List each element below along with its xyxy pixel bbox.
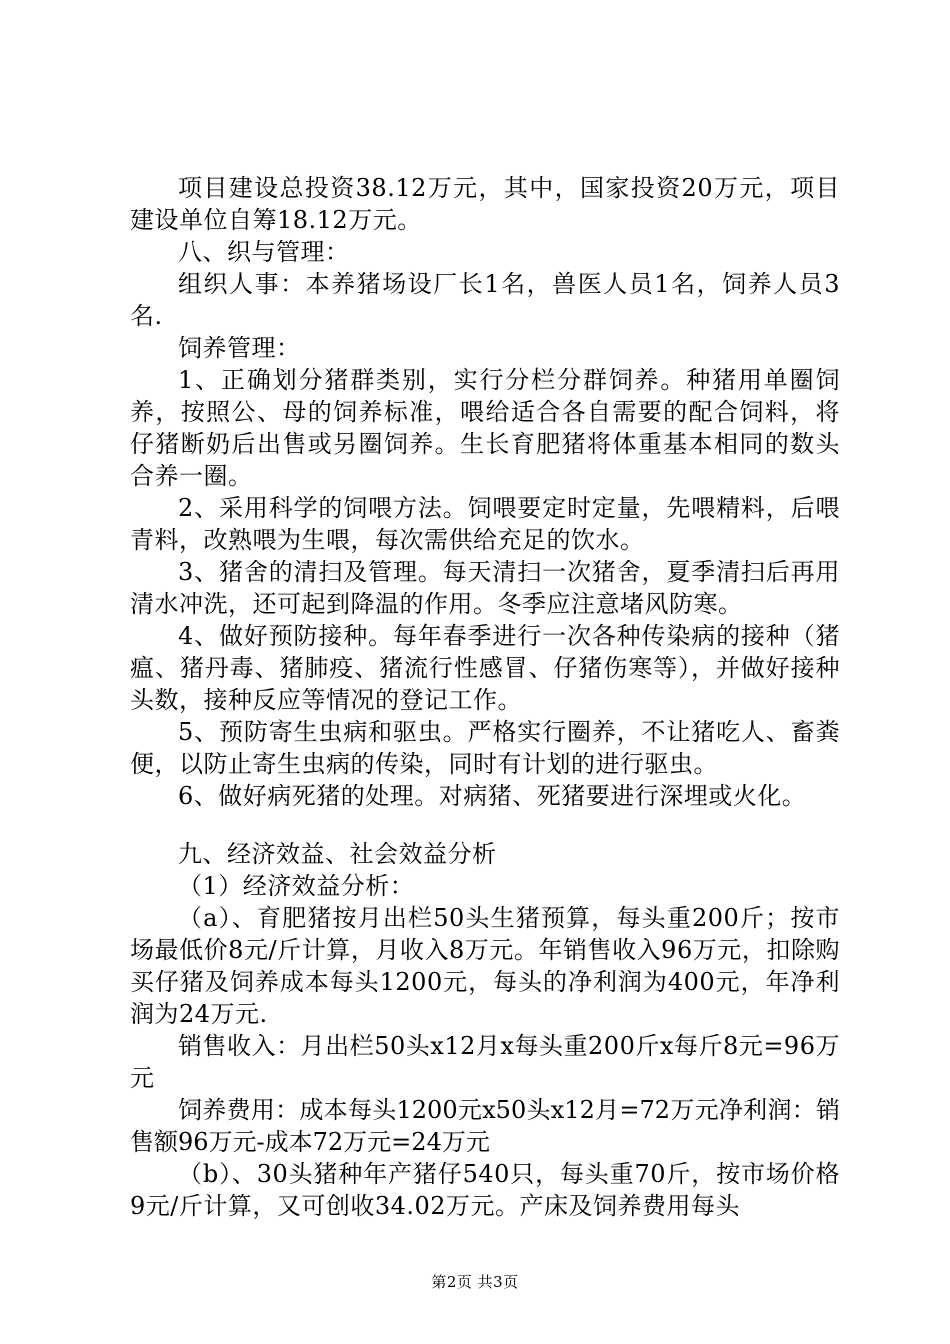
document-body	[130, 172, 840, 1222]
paragraph-feeding-cost: 饲养费用：成本每头1200元x50头x12月=72万元净利润：销售额96万元-成本72万元=24万元	[130, 1096, 840, 1156]
heading-feeding-management: 饲养管理：	[178, 334, 301, 362]
paragraph-item-2: 2、采用科学的饲喂方法。饲喂要定时定量，先喂精料，后喂青料，改熟喂为生喂，每次需供给充足的饮水。	[130, 494, 840, 554]
paragraph-item-6: 6、做好病死猪的处理。对病猪、死猪要进行深埋或火化。	[178, 782, 807, 810]
paragraph-item-1: 1、正确划分猪群类别，实行分栏分群饲养。种猪用单圈饲养，按照公、母的饲养标准，喂给适合各自需要的配合饲料，将仔猪断奶后出售或另圈饲养。生长育肥猪将体重基本相同的数头合养一圈。	[130, 366, 840, 490]
paragraph-sales-income: 销售收入：月出栏50头x12月x每头重200斤x每斤8元=96万元	[130, 1032, 840, 1092]
paragraph-item-4: 4、做好预防接种。每年春季进行一次各种传染病的接种（猪瘟、猪丹毒、猪肺疫、猪流行性感冒、仔猪伤寒等），并做好接种头数，接种反应等情况的登记工作。	[130, 622, 840, 714]
heading-benefit-analysis: 九、经济效益、社会效益分析	[178, 840, 497, 868]
paragraph-fattening-pigs: （a）、育肥猪按月出栏50头生猪预算，每头重200斤；按市场最低价8元/斤计算，月收入8万元。年销售收入96万元，扣除购买仔猪及饲养成本每头1200元，每头的净利润为400元，年净利润为24万元.	[130, 904, 840, 1028]
paragraph-item-3: 3、猪舍的清扫及管理。每天清扫一次猪舍，夏季清扫后再用清水冲洗，还可起到降温的作用。冬季应注意堵风防寒。	[130, 558, 840, 618]
paragraph-personnel: 组织人事：本养猪场设厂长1名，兽医人员1名，饲养人员3名.	[130, 270, 840, 330]
heading-economic-benefit: （1）经济效益分析：	[178, 872, 415, 900]
paragraph-investment: 项目建设总投资38.12万元，其中，国家投资20万元，项目建设单位自筹18.12万元。	[130, 174, 840, 234]
paragraph-item-5: 5、预防寄生虫病和驱虫。严格实行圈养，不让猪吃人、畜粪便，以防止寄生虫病的传染，同时有计划的进行驱虫。	[130, 718, 840, 778]
heading-organization-management: 八、织与管理：	[178, 238, 350, 266]
paragraph-breeding-pigs: （b）、30头猪种年产猪仔540只，每头重70斤，按市场价格9元/斤计算，又可创收34.02万元。产床及饲养费用每头	[130, 1160, 840, 1220]
page-number-footer: 第2页 共3页	[431, 1273, 519, 1291]
